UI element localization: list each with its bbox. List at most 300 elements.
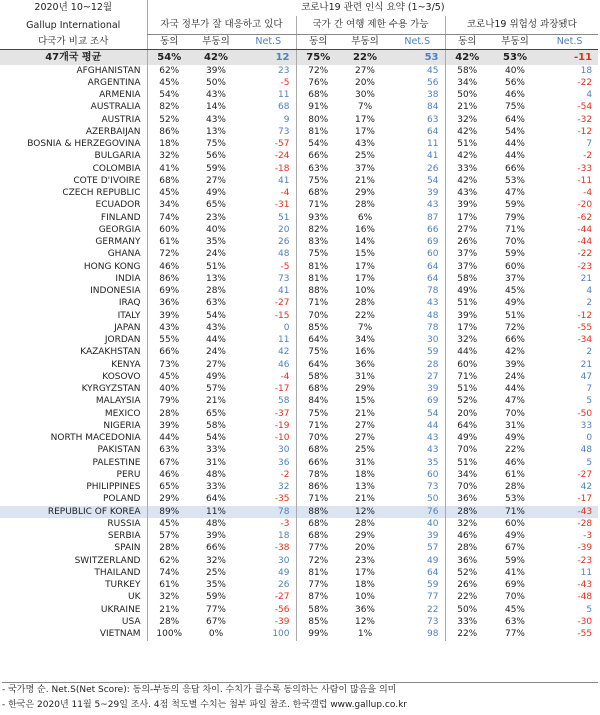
country-name: UKRAINE	[100, 604, 141, 615]
net-score-cell: -43	[577, 580, 593, 591]
percent-cell: 20%	[354, 543, 375, 554]
net-score-cell: -17	[577, 494, 593, 505]
percent-cell: 44%	[504, 139, 525, 150]
net-score-cell: 49	[427, 555, 439, 566]
table-row	[0, 249, 598, 261]
percent-cell: 71%	[296, 420, 340, 432]
percent-cell: 76%	[296, 77, 340, 89]
country-name: SERBIA	[107, 531, 141, 542]
percent-cell: 63%	[504, 616, 525, 627]
net-score-cell: 41	[278, 286, 290, 297]
net-score-cell: 54	[427, 408, 439, 419]
percent-cell: 67%	[205, 616, 226, 627]
percent-cell: 48%	[205, 469, 226, 480]
country-name: FINLAND	[100, 212, 141, 223]
percent-cell: 60%	[147, 224, 191, 236]
percent-cell: 69%	[504, 580, 525, 591]
percent-cell: 44%	[205, 335, 226, 346]
percent-cell: 42%	[445, 151, 489, 163]
net-score-cell: 60	[427, 469, 439, 480]
percent-cell: 77%	[504, 629, 525, 640]
percent-cell: 21%	[354, 494, 375, 505]
net-score-cell: -18	[274, 163, 290, 174]
net-score-cell: 5	[586, 457, 593, 468]
net-score-cell: 36	[278, 457, 290, 468]
percent-cell: 72%	[504, 322, 525, 333]
percent-cell: 54%	[147, 90, 191, 102]
percent-cell: 21%	[445, 102, 489, 114]
percent-cell: 28%	[445, 506, 489, 518]
country-name: KENYA	[111, 359, 141, 370]
percent-cell: 32%	[147, 592, 191, 604]
net-score-cell: -62	[577, 212, 593, 223]
survey-title: 코로나19 관련 인식 요약 (1~3/5)	[147, 0, 598, 16]
percent-cell: 55%	[147, 335, 191, 347]
net-score-cell: 39	[427, 384, 439, 395]
country-name: RUSSIA	[107, 518, 141, 529]
net-score-cell: 28	[427, 359, 439, 370]
percent-cell: 44%	[504, 151, 525, 162]
footnote-1: - 국가명 순. Net.S(Net Score): 동의-부동의 응답 차이. 수치가 클수록 동의하는 사람이 많음을 의미	[2, 685, 397, 695]
net-score-cell: -12	[577, 310, 593, 321]
net-score-cell: 41	[278, 175, 290, 186]
net-score-cell: 48	[278, 249, 290, 260]
average-label: 47개국 평균	[0, 50, 147, 66]
percent-cell: 51%	[445, 457, 489, 469]
percent-cell: 66%	[504, 163, 525, 174]
table-row	[0, 580, 598, 592]
net-score-cell: 26	[278, 580, 290, 591]
table-row	[0, 237, 598, 249]
table-row	[0, 139, 598, 151]
net-score-cell: 57	[427, 543, 439, 554]
country-name: NORTH MACEDONIA	[50, 433, 141, 444]
percent-cell: 28%	[354, 518, 375, 529]
col-net-3: Net.S	[541, 35, 598, 50]
country-name: JORDAN	[104, 335, 141, 346]
net-score-cell: 48	[580, 445, 593, 456]
table-row	[0, 629, 598, 641]
country-name: BOSNIA & HERZEGOVINA	[27, 139, 141, 150]
avg-cell: 75%	[296, 50, 340, 66]
percent-cell: 64%	[296, 335, 340, 347]
col-disagree-3: 부동의	[489, 35, 541, 50]
percent-cell: 18%	[354, 580, 375, 591]
percent-cell: 32%	[445, 114, 489, 126]
percent-cell: 29%	[354, 188, 375, 199]
percent-cell: 81%	[296, 126, 340, 138]
net-score-cell: 87	[427, 212, 439, 223]
percent-cell: 75%	[504, 102, 525, 113]
percent-cell: 79%	[147, 396, 191, 408]
percent-cell: 46%	[504, 90, 525, 101]
percent-cell: 22%	[445, 629, 489, 641]
percent-cell: 36%	[354, 604, 375, 615]
net-score-cell: 30	[427, 335, 439, 346]
percent-cell: 39%	[445, 310, 489, 322]
percent-cell: 34%	[147, 200, 191, 212]
percent-cell: 43%	[445, 188, 489, 200]
percent-cell: 17%	[354, 567, 375, 578]
percent-cell: 25%	[354, 151, 375, 162]
group-title-1: 자국 정부가 잘 대응하고 있다	[147, 16, 296, 35]
percent-cell: 68%	[296, 384, 340, 396]
net-score-cell: -23	[577, 261, 593, 272]
table-row	[0, 151, 598, 163]
country-name: ECUADOR	[95, 200, 141, 211]
net-score-cell: 7	[586, 139, 593, 150]
table-row	[0, 286, 598, 298]
table-row	[0, 163, 598, 175]
net-score-cell: -28	[577, 518, 593, 529]
net-score-cell: 73	[427, 482, 439, 493]
net-score-cell: 11	[278, 335, 290, 346]
avg-net-cell: 12	[241, 50, 296, 66]
percent-cell: 29%	[354, 531, 375, 542]
table-row	[0, 408, 598, 420]
country-name: CZECH REPUBLIC	[62, 188, 141, 199]
net-score-cell: 45	[427, 65, 439, 76]
country-name: IRAQ	[118, 298, 141, 309]
percent-cell: 49%	[205, 188, 226, 199]
net-score-cell: 66	[427, 224, 439, 235]
net-score-cell: -55	[577, 322, 593, 333]
net-score-cell: 42	[580, 482, 593, 493]
net-score-cell: -5	[280, 77, 290, 88]
net-score-cell: 69	[427, 237, 439, 248]
percent-cell: 37%	[445, 249, 489, 261]
percent-cell: 64%	[205, 494, 226, 505]
country-name: PERU	[116, 469, 141, 480]
percent-cell: 33%	[205, 482, 226, 493]
percent-cell: 68%	[296, 531, 340, 543]
percent-cell: 43%	[147, 322, 191, 334]
percent-cell: 52%	[147, 114, 191, 126]
footnotes	[2, 682, 598, 713]
percent-cell: 70%	[504, 237, 525, 248]
net-score-cell: 73	[278, 126, 290, 137]
country-name: COLOMBIA	[92, 163, 141, 174]
table-row	[0, 77, 598, 89]
country-name: SWITZERLAND	[74, 555, 141, 566]
percent-cell: 53%	[504, 175, 525, 186]
net-score-cell: 78	[427, 286, 439, 297]
percent-cell: 74%	[147, 567, 191, 579]
table-row	[0, 371, 598, 383]
col-agree-1: 동의	[147, 35, 191, 50]
percent-cell: 34%	[354, 335, 375, 346]
table-row	[0, 175, 598, 187]
net-score-cell: -44	[577, 237, 593, 248]
percent-cell: 62%	[147, 555, 191, 567]
percent-cell: 45%	[147, 518, 191, 530]
percent-cell: 23%	[205, 212, 226, 223]
net-score-cell: 73	[427, 616, 439, 627]
table-row	[0, 384, 598, 396]
percent-cell: 75%	[296, 408, 340, 420]
country-name: KAZAKHSTAN	[80, 347, 141, 358]
percent-cell: 88%	[296, 286, 340, 298]
net-score-cell: 51	[278, 212, 290, 223]
table-title: 다국가 비교 조사	[0, 35, 147, 50]
percent-cell: 51%	[445, 384, 489, 396]
net-score-cell: -15	[274, 310, 290, 321]
percent-cell: 71%	[296, 298, 340, 310]
percent-cell: 12%	[354, 616, 375, 627]
percent-cell: 73%	[147, 359, 191, 371]
col-agree-3: 동의	[445, 35, 489, 50]
percent-cell: 1%	[357, 629, 373, 640]
country-name: POLAND	[102, 494, 141, 505]
percent-cell: 59%	[504, 555, 525, 566]
avg-net-cell: 53	[390, 50, 445, 66]
net-score-cell: -19	[274, 420, 290, 431]
net-score-cell: 42	[278, 347, 290, 358]
percent-cell: 57%	[147, 531, 191, 543]
table-row	[0, 506, 598, 518]
table-body	[0, 50, 598, 641]
net-score-cell: 49	[278, 567, 290, 578]
percent-cell: 61%	[147, 237, 191, 249]
percent-cell: 29%	[354, 384, 375, 395]
avg-cell: 54%	[147, 50, 191, 66]
table-row	[0, 457, 598, 469]
country-name: ARMENIA	[99, 90, 141, 101]
net-score-cell: -43	[541, 506, 598, 518]
percent-cell: 36%	[147, 298, 191, 310]
percent-cell: 86%	[147, 273, 191, 285]
percent-cell: 70%	[445, 482, 489, 494]
net-score-cell: -48	[577, 592, 593, 603]
percent-cell: 36%	[445, 494, 489, 506]
percent-cell: 58%	[296, 371, 340, 383]
net-score-cell: 11	[580, 567, 593, 578]
net-score-cell: -31	[274, 200, 290, 211]
net-score-cell: -22	[577, 249, 593, 260]
percent-cell: 48%	[205, 518, 226, 529]
net-score-cell: 64	[427, 567, 439, 578]
net-score-cell: -11	[577, 175, 593, 186]
country-name: PAKISTAN	[97, 445, 141, 456]
group-title-2: 국가 간 여행 제한 수용 가능	[296, 16, 445, 35]
percent-cell: 13%	[205, 126, 226, 137]
country-name: ITALY	[117, 310, 141, 321]
net-score-cell: -33	[577, 163, 593, 174]
percent-cell: 28%	[445, 543, 489, 555]
net-score-cell: 84	[427, 102, 439, 113]
country-name: JAPAN	[114, 322, 141, 333]
country-name: MEXICO	[104, 408, 141, 419]
percent-cell: 43%	[205, 322, 226, 333]
percent-cell: 17%	[354, 273, 375, 284]
net-score-cell: -30	[577, 616, 593, 627]
net-score-cell: -20	[577, 200, 593, 211]
percent-cell: 71%	[489, 506, 541, 518]
percent-cell: 54%	[504, 126, 525, 137]
percent-cell: 69%	[147, 286, 191, 298]
col-agree-2: 동의	[296, 35, 340, 50]
percent-cell: 72%	[296, 65, 340, 77]
country-name: GHANA	[107, 249, 141, 260]
net-score-cell: 58	[278, 396, 290, 407]
table-row	[0, 567, 598, 579]
net-score-cell: -27	[577, 469, 593, 480]
net-score-cell: -23	[577, 555, 593, 566]
country-name: PALESTINE	[92, 457, 141, 468]
percent-cell: 15%	[354, 396, 375, 407]
table-row	[0, 322, 598, 334]
percent-cell: 70%	[445, 445, 489, 457]
percent-cell: 60%	[445, 359, 489, 371]
col-disagree-1: 부동의	[191, 35, 241, 50]
percent-cell: 31%	[354, 457, 375, 468]
percent-cell: 21%	[147, 604, 191, 616]
net-score-cell: -56	[274, 604, 290, 615]
percent-cell: 35%	[205, 237, 226, 248]
percent-cell: 59%	[205, 163, 226, 174]
country-name: BULGARIA	[94, 151, 141, 162]
net-score-cell: -3	[583, 531, 593, 542]
net-score-cell: 46	[278, 359, 290, 370]
net-score-cell: -2	[280, 469, 290, 480]
percent-cell: 51%	[445, 139, 489, 151]
percent-cell: 24%	[205, 347, 226, 358]
net-score-cell: 78	[241, 506, 296, 518]
group-title-3: 코로나19 위험성 과장됐다	[445, 16, 598, 35]
percent-cell: 59%	[504, 249, 525, 260]
percent-cell: 75%	[296, 347, 340, 359]
net-score-cell: 11	[427, 139, 439, 150]
percent-cell: 13%	[205, 273, 226, 284]
net-score-cell: -55	[577, 629, 593, 640]
percent-cell: 34%	[445, 77, 489, 89]
percent-cell: 11%	[191, 506, 241, 518]
net-score-cell: 39	[427, 531, 439, 542]
net-score-cell: -37	[274, 408, 290, 419]
percent-cell: 24%	[504, 371, 525, 382]
percent-cell: 74%	[147, 212, 191, 224]
net-score-cell: 54	[427, 175, 439, 186]
percent-cell: 43%	[354, 139, 375, 150]
net-score-cell: -35	[274, 494, 290, 505]
percent-cell: 26%	[445, 237, 489, 249]
net-score-cell: 43	[427, 433, 439, 444]
net-score-cell: -17	[274, 384, 290, 395]
country-name: TURKEY	[105, 580, 141, 591]
percent-cell: 66%	[205, 543, 226, 554]
percent-cell: 39%	[205, 531, 226, 542]
footnote-2: - 한국은 2020년 11월 5~29일 조사. 4점 척도별 수치는 첨부 파일 참조. 한국갤럽 www.gallup.co.kr	[2, 700, 408, 710]
percent-cell: 28%	[147, 408, 191, 420]
percent-cell: 85%	[296, 322, 340, 334]
percent-cell: 17%	[445, 322, 489, 334]
percent-cell: 62%	[147, 65, 191, 77]
percent-cell: 57%	[205, 384, 226, 395]
percent-cell: 28%	[504, 482, 525, 493]
percent-cell: 82%	[147, 102, 191, 114]
percent-cell: 26%	[445, 580, 489, 592]
percent-cell: 75%	[296, 249, 340, 261]
percent-cell: 63%	[147, 445, 191, 457]
percent-cell: 68%	[296, 518, 340, 530]
net-score-cell: 11	[278, 90, 290, 101]
table-row	[0, 494, 598, 506]
table-row	[0, 310, 598, 322]
percent-cell: 66%	[296, 151, 340, 163]
percent-cell: 45%	[504, 286, 525, 297]
percent-cell: 65%	[205, 408, 226, 419]
percent-cell: 70%	[296, 433, 340, 445]
net-score-cell: 33	[580, 420, 593, 431]
percent-cell: 67%	[147, 457, 191, 469]
percent-cell: 44%	[147, 433, 191, 445]
net-score-cell: 41	[427, 151, 439, 162]
net-score-cell: 43	[427, 298, 439, 309]
percent-cell: 39%	[504, 359, 525, 370]
percent-cell: 70%	[504, 592, 525, 603]
country-name: KYRGYZSTAN	[81, 384, 141, 395]
percent-cell: 56%	[205, 151, 226, 162]
table-row	[0, 212, 598, 224]
percent-cell: 71%	[296, 200, 340, 212]
percent-cell: 30%	[354, 90, 375, 101]
col-disagree-2: 부동의	[340, 35, 390, 50]
org-label: Gallup International	[26, 19, 121, 31]
net-score-cell: 73	[278, 273, 290, 284]
percent-cell: 36%	[445, 555, 489, 567]
percent-cell: 64%	[445, 420, 489, 432]
country-name: VIETNAM	[99, 629, 141, 640]
country-name: GERMANY	[95, 237, 141, 248]
percent-cell: 22%	[354, 310, 375, 321]
table-row	[0, 396, 598, 408]
percent-cell: 84%	[296, 396, 340, 408]
table-row	[0, 482, 598, 494]
percent-cell: 32%	[445, 518, 489, 530]
percent-cell: 28%	[205, 286, 226, 297]
percent-cell: 64%	[296, 359, 340, 371]
net-score-cell: -5	[280, 261, 290, 272]
percent-cell: 72%	[147, 249, 191, 261]
percent-cell: 10%	[354, 286, 375, 297]
percent-cell: 79%	[504, 212, 525, 223]
net-score-cell: -44	[577, 224, 593, 235]
percent-cell: 27%	[354, 420, 375, 431]
net-score-cell: 5	[586, 604, 593, 615]
table-row	[0, 531, 598, 543]
percent-cell: 51%	[504, 310, 525, 321]
net-score-cell: -27	[274, 298, 290, 309]
country-name: INDONESIA	[90, 286, 141, 297]
net-score-cell: -4	[280, 371, 290, 382]
table-row	[0, 347, 598, 359]
period-label: 2020년 10~12월	[34, 2, 113, 14]
percent-cell: 72%	[296, 555, 340, 567]
net-score-cell: 59	[427, 347, 439, 358]
net-score-cell: -10	[274, 433, 290, 444]
percent-cell: 81%	[296, 567, 340, 579]
percent-cell: 68%	[296, 445, 340, 457]
percent-cell: 28%	[354, 298, 375, 309]
percent-cell: 66%	[296, 457, 340, 469]
net-score-cell: 22	[427, 604, 439, 615]
percent-cell: 40%	[147, 384, 191, 396]
percent-cell: 49%	[445, 286, 489, 298]
percent-cell: 39%	[147, 310, 191, 322]
percent-cell: 32%	[147, 151, 191, 163]
percent-cell: 71%	[296, 494, 340, 506]
table-row	[0, 298, 598, 310]
